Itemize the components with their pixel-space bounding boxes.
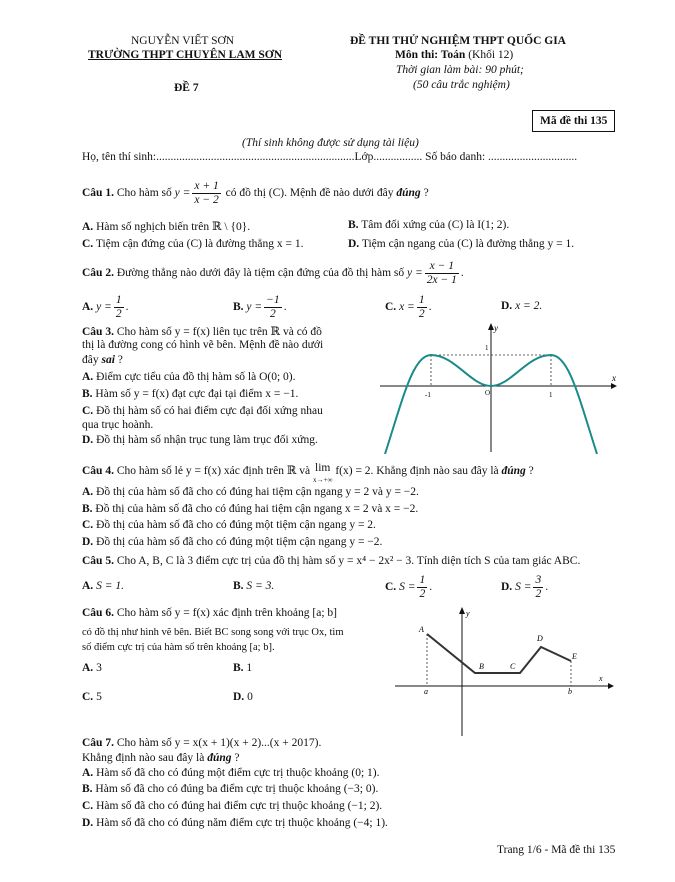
q4-option-b[interactable]: B. Đồ thị của hàm số đã cho có đúng hai tiệm cận ngang x = 2 và x = −2.: [82, 503, 419, 515]
q5-option-a[interactable]: A. S = 1.: [82, 580, 124, 592]
q2-y: y =: [407, 267, 423, 280]
q7-sub: Khẳng định nào sau đây là đúng ?: [82, 752, 240, 764]
candidate-info-line: Họ, tên thí sinh:.....................................................................Lớp................. Số báo danh: ...............................: [82, 151, 578, 163]
no-materials-note: (Thí sinh không được sử dụng tài liệu): [242, 137, 419, 149]
q4-limit: lim x→+∞: [313, 462, 333, 484]
q1-option-b[interactable]: B. Tâm đối xứng của (C) là I(1; 2).: [348, 219, 510, 231]
q1-fraction: $\frac{x + 1}{x - 2}$: [194, 180, 219, 206]
q5-option-c[interactable]: C. S = $\frac{1}{2}$ .: [385, 574, 433, 600]
q6-option-a[interactable]: A. 3: [82, 662, 102, 674]
q3-line1: Câu 3. Cho hàm số y = f(x) liên tục trên ℝ và có đồ: [82, 326, 322, 338]
q3-graph: [375, 318, 620, 456]
q7-option-c[interactable]: C. Hàm số đã cho có đúng hai điểm cực trị thuộc khoảng (−1; 2).: [82, 800, 383, 812]
q7-stem: Câu 7. Cho hàm số y = x(x + 1)(x + 2)...(x + 2017).: [82, 737, 322, 749]
q3-origin-label: O: [485, 389, 491, 397]
q2-option-a[interactable]: A. y = $\frac{1}{2}$ .: [82, 294, 129, 320]
q3-tick-neg: -1: [425, 391, 431, 399]
q5-option-b[interactable]: B. S = 3.: [233, 580, 275, 592]
q1-option-d[interactable]: D. Tiệm cận ngang của (C) là đường thẳng y = 1.: [348, 238, 575, 250]
q6-point-e: E: [572, 652, 577, 661]
q3-x-label: x: [612, 373, 616, 383]
q3-option-a[interactable]: A. Điểm cực tiểu của đồ thị hàm số là O(0; 0).: [82, 371, 296, 383]
q1-post: có đồ thị (C). Mệnh đề nào dưới đây: [225, 187, 394, 200]
q6-line2: có đồ thị như hình vẽ bên. Biết BC song song với trục Ox, tìm: [82, 627, 344, 638]
q6-x-label: x: [599, 674, 603, 683]
q3-option-d[interactable]: D. Đồ thị hàm số nhận trục tung làm trục đối xứng.: [82, 434, 318, 446]
q4-stem: Câu 4. Cho hàm số lẻ y = f(x) xác định trên ℝ và lim x→+∞ f(x) = 2. Khẳng định nào sau đây là đúng ?: [82, 462, 534, 484]
q2-label: Câu 2.: [82, 267, 114, 280]
q6-y-label: y: [466, 609, 470, 618]
q6-point-d: D: [537, 634, 543, 643]
q5-stem: Câu 5. Cho A, B, C là 3 điểm cực trị của đồ thị hàm số y = x⁴ − 2x² − 3. Tính diện tích S của tam giác ABC.: [82, 555, 581, 567]
q1-pre: Cho hàm số: [116, 187, 172, 200]
subject-grade: (Khối 12): [468, 49, 514, 61]
q6-line3: số điểm cực trị của hàm số trên khoảng [a; b].: [82, 642, 275, 653]
q6-point-b: B: [479, 662, 484, 671]
q6-option-b[interactable]: B. 1: [233, 662, 253, 674]
q4-option-a[interactable]: A. Đồ thị của hàm số đã cho có đúng hai tiệm cận ngang y = 2 và y = −2.: [82, 486, 419, 498]
q5-option-d[interactable]: D. S = $\frac{3}{2}$ .: [501, 574, 549, 600]
q2-text: Đường thẳng nào dưới đây là tiệm cận đứng của đồ thị hàm số: [116, 267, 405, 280]
q6-x-arrow-icon: [608, 683, 614, 689]
q7-option-d[interactable]: D. Hàm số đã cho có đúng năm điểm cực trị thuộc khoảng (−4; 1).: [82, 817, 388, 829]
q6-y-arrow-icon: [459, 607, 465, 614]
school-name: TRƯỜNG THPT CHUYÊN LAM SƠN: [88, 49, 283, 61]
q3-x-arrow-icon: [611, 383, 617, 389]
q1-option-a[interactable]: A. Hàm số nghịch biến trên ℝ \ {0}.: [82, 221, 251, 233]
q6-option-d[interactable]: D. 0: [233, 691, 253, 703]
q1-option-c[interactable]: C. Tiệm cận đứng của (C) là đường thẳng x = 1.: [82, 238, 304, 250]
q3-y-label: y: [494, 323, 498, 333]
q4-option-c[interactable]: C. Đồ thị của hàm số đã cho có đúng một tiệm cận ngang y = 2.: [82, 519, 376, 531]
q6-graph: [390, 604, 615, 739]
subject-line: [395, 49, 513, 61]
q1-y: y =: [174, 187, 191, 200]
q3-option-c[interactable]: C. Đồ thị hàm số có hai điểm cực đại đối xứng nhau: [82, 405, 323, 417]
q6-line1: Câu 6. Cho hàm số y = f(x) xác định trên khoảng [a; b]: [82, 607, 337, 619]
q6-tick-a: a: [424, 687, 428, 696]
q6-option-c[interactable]: C. 5: [82, 691, 102, 703]
q1-end: ?: [423, 187, 429, 200]
q3-tick-y: 1: [485, 344, 489, 352]
q2-fraction: $\frac{x - 1}{2x - 1}$: [426, 260, 457, 286]
subject-label: Môn thi: Toán: [395, 49, 466, 61]
q2-stem: Câu 2. Đường thẳng nào dưới đây là tiệm cận đứng của đồ thị hàm số y = $\frac{x - 1}{2x - 1}$ .: [82, 260, 464, 286]
author: NGUYỄN VIẾT SƠN: [131, 35, 235, 47]
q3-option-b[interactable]: B. Hàm số y = f(x) đạt cực đại tại điểm x = −1.: [82, 388, 299, 400]
q2-option-d[interactable]: D. x = 2.: [501, 300, 543, 312]
q1-label: Câu 1.: [82, 187, 114, 200]
exam-time: Thời gian làm bài: 90 phút;: [396, 64, 524, 76]
exam-set-label: ĐỀ 7: [174, 82, 199, 94]
q1-emph: đúng: [396, 187, 421, 200]
q3-line2: thị là đường cong có hình vẽ bên. Mệnh đề nào dưới: [82, 339, 324, 351]
q7-option-b[interactable]: B. Hàm số đã cho có đúng ba điểm cực trị thuộc khoảng (−3; 0).: [82, 783, 379, 795]
q2-option-b[interactable]: B. y = $\frac{-1}{2}$ .: [233, 294, 287, 320]
q4-option-d[interactable]: D. Đồ thị của hàm số đã cho có đúng một tiệm cận ngang y = −2.: [82, 536, 383, 548]
q3-option-c-cont: qua trục hoành.: [82, 419, 154, 431]
q6-curve: [427, 634, 571, 673]
question-count: (50 câu trắc nghiệm): [413, 79, 510, 91]
exam-title: ĐỀ THI THỬ NGHIỆM THPT QUỐC GIA: [350, 35, 566, 47]
q6-point-a: A: [419, 625, 424, 634]
q3-line3: đây sai ?: [82, 354, 123, 366]
q3-tick-pos: 1: [549, 391, 553, 399]
exam-code-box: Mã đề thi 135: [532, 110, 615, 132]
q6-tick-b: b: [568, 687, 572, 696]
page-footer: Trang 1/6 - Mã đề thi 135: [497, 844, 616, 856]
q2-option-c[interactable]: C. x = $\frac{1}{2}$ .: [385, 294, 432, 320]
q7-option-a[interactable]: A. Hàm số đã cho có đúng một điểm cực trị thuộc khoảng (0; 1).: [82, 767, 380, 779]
q6-point-c: C: [510, 662, 516, 671]
q1-stem: [82, 180, 429, 207]
